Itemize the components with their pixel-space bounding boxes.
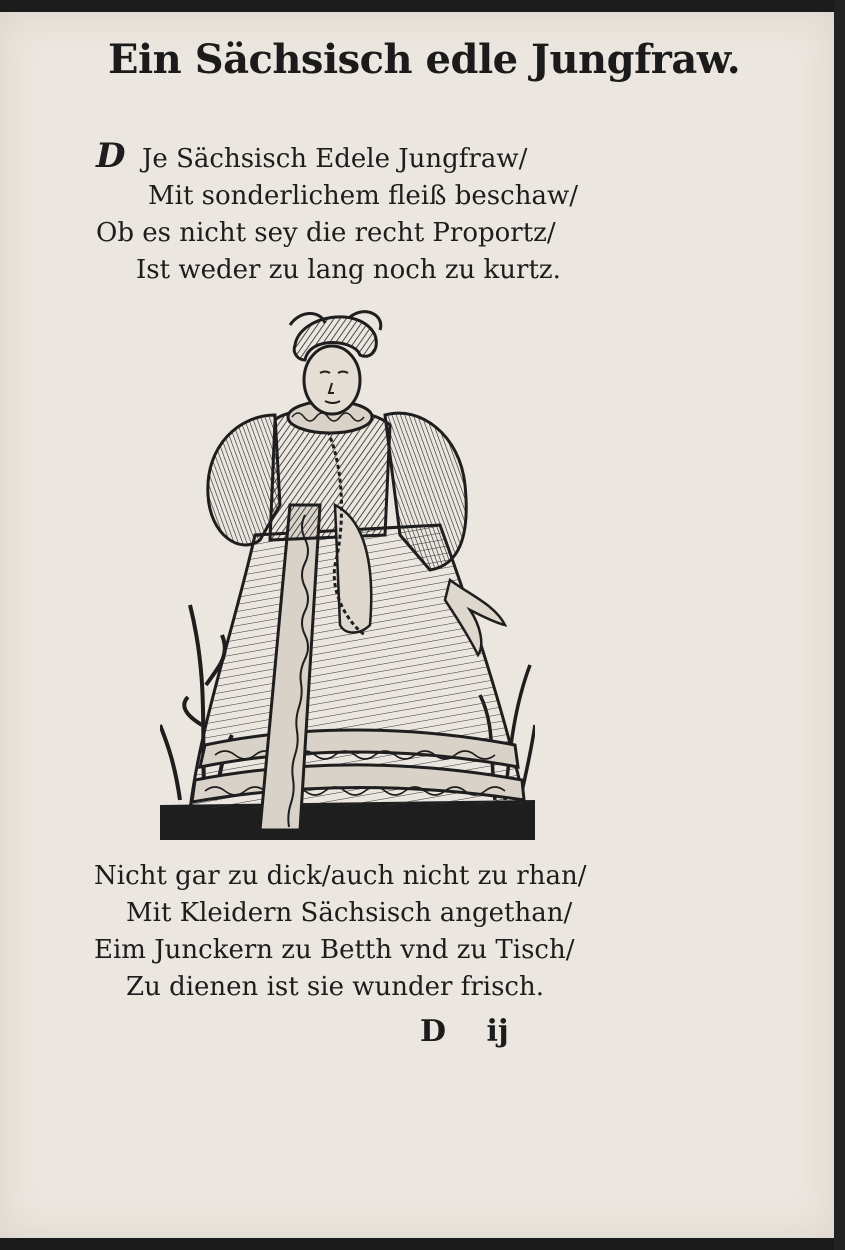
verse-bottom: [94, 858, 586, 1006]
verse-top-line-1-text: Je Sächsisch Edele Jungfraw/: [142, 144, 528, 174]
verse-bottom-line-3: Eim Junckern zu Betth vnd zu Tisch/: [94, 935, 575, 965]
signature-mark: D ij: [420, 1014, 509, 1049]
drop-cap: D: [96, 136, 126, 176]
sleeve-left: [208, 415, 280, 545]
verse-bottom-line-1: Nicht gar zu dick/auch nicht zu rhan/: [94, 861, 587, 891]
verse-top-line-4: Ist weder zu lang noch zu kurtz.: [136, 255, 561, 285]
verse-bottom-line-2: Mit Kleidern Sächsisch angethan/: [126, 898, 573, 928]
verse-top: [96, 138, 578, 289]
verse-top-line-2: Mit sonderlichem fleiß beschaw/: [148, 181, 578, 211]
verse-top-line-3: Ob es nicht sey die recht Proportz/: [96, 218, 556, 248]
page-title: Ein Sächsisch edle Jungfraw.: [108, 36, 741, 83]
scan-border-top: [0, 0, 845, 12]
verse-bottom-line-4: Zu dienen ist sie wunder frisch.: [126, 972, 544, 1002]
verse-top-line-1: [96, 138, 578, 178]
woodcut-illustration: [160, 305, 535, 840]
scan-border-right: [834, 0, 845, 1250]
